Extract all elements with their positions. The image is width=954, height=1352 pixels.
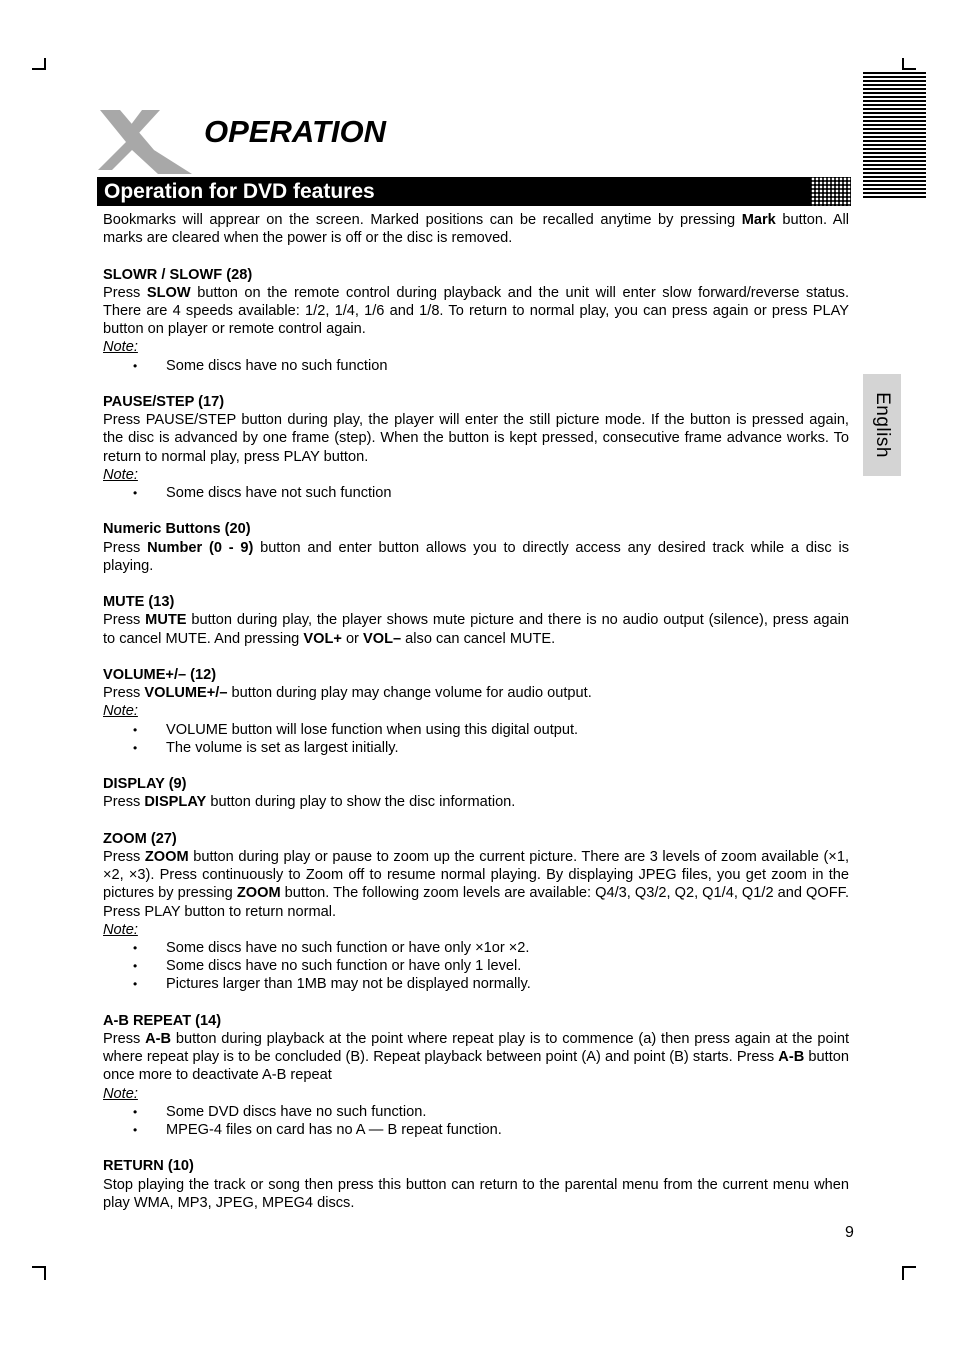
stripe-line: [863, 84, 926, 86]
note-label: Note:: [103, 921, 138, 938]
stripe-line: [863, 188, 926, 190]
bold-term: Mark: [741, 212, 776, 228]
stripe-line: [863, 172, 926, 174]
stripe-line: [863, 100, 926, 102]
brand-x-logo-icon: [96, 104, 196, 176]
section-heading-display: DISPLAY (9): [103, 776, 187, 793]
bold-term: MUTE: [145, 612, 187, 629]
text-run: button and enter button allows you to directly access any desired track while a disc is playing.: [103, 539, 850, 574]
note-label: Note:: [103, 466, 138, 483]
text-run: Press: [103, 685, 145, 702]
note-item: • The volume is set as largest initially.: [103, 739, 849, 757]
note-line: [103, 338, 849, 356]
bold-term: DISPLAY: [144, 794, 207, 811]
stripe-line: [863, 160, 926, 162]
stripe-line: [863, 144, 926, 146]
stripe-line: [863, 164, 926, 166]
bold-term: VOLUME+/–: [144, 685, 228, 702]
text-run: or: [341, 630, 363, 647]
note-list: [103, 484, 849, 502]
page-title: OPERATION: [204, 114, 386, 149]
section-body-display: [103, 793, 849, 811]
note-list: [103, 939, 849, 994]
section-heading-return: RETURN (10): [103, 1158, 194, 1175]
note-item: • Some discs have not such function: [103, 484, 849, 502]
crop-mark-top-left: [32, 68, 46, 70]
text-run: button during play, the player shows mute picture and there is no audio output (silence), press again to cancel MUTE. And pressing: [103, 612, 849, 647]
bold-term: SLOW: [146, 284, 191, 301]
stripe-line: [863, 156, 926, 158]
stripe-line: [863, 148, 926, 150]
stripe-line: [863, 184, 926, 186]
note-line: [103, 702, 849, 720]
note-line: [103, 1085, 849, 1103]
manual-content: [103, 211, 849, 1212]
stripe-line: [863, 96, 926, 98]
text-run: button once more to deactivate A-B repeat: [103, 1049, 849, 1084]
text-run: button. All marks are cleared when the power is off or the disc is removed.: [103, 212, 849, 247]
note-line: [103, 466, 849, 484]
text-run: Press: [103, 1031, 146, 1048]
note-line: [103, 921, 849, 939]
text-run: Press: [103, 849, 145, 865]
text-run: button during play to show the disc information.: [206, 794, 516, 811]
crop-mark-top-right: [902, 68, 916, 70]
note-list: [103, 357, 849, 375]
crop-mark-bottom-left: [44, 1266, 46, 1280]
bold-term: Number (0 - 9): [147, 539, 254, 556]
section-heading-mute: MUTE (13): [103, 594, 175, 611]
stripe-line: [863, 80, 926, 82]
section-heading-zoom: ZOOM (27): [103, 830, 177, 847]
text-run: also can cancel MUTE.: [401, 630, 556, 647]
section-header-bar: [97, 177, 851, 206]
text-run: Press PAUSE/STEP button during play, the player will enter the still picture mode. If the button is pressed again, the disc is advanced by one frame (step). When the button is kept pressed, consecutive frame advance works. To return to normal play, press PLAY button.: [103, 412, 849, 465]
note-item: • Pictures larger than 1MB may not be displayed normally.: [103, 975, 849, 993]
note-item: • Some discs have no such function: [103, 357, 849, 375]
text-run: Press: [103, 612, 146, 629]
text-run: button on the remote control during playback and the unit will enter slow forward/reverse status. There are 4 speeds available: 1/2, 1/4, 1/6 and 1/8. To return to normal play, you can press again or press PLAY button on player or remote control again.: [103, 284, 850, 338]
section-heading-abrepeat: A-B REPEAT (14): [103, 1012, 222, 1029]
note-item: • Some discs have no such function or have only ×1or ×2.: [103, 939, 849, 957]
section-body-return: [103, 1176, 849, 1212]
language-tab: [863, 374, 901, 476]
stripe-line: [863, 196, 926, 198]
text-run: button during play or pause to zoom up the current picture. There are 3 levels of zoom available (×1, ×2, ×3). Press continuously to Zoom off to resume normal playing. By displaying JPEG files, you get zoom in the pictures by pressing: [103, 849, 850, 902]
text-run: Bookmarks will apprear on the screen. Marked positions can be recalled anytime by pressing: [103, 212, 742, 228]
section-body-pause: [103, 411, 849, 466]
note-list: [103, 1103, 849, 1139]
section-body-numeric: [103, 539, 849, 575]
bold-term: VOL+: [303, 630, 342, 647]
intro-paragraph: [103, 211, 849, 247]
section-title: Operation for DVD features: [104, 180, 375, 203]
text-run: button during play may change volume for audio output.: [227, 685, 592, 702]
stripe-line: [863, 192, 926, 194]
stripe-line: [863, 152, 926, 154]
crop-mark-bottom-right: [902, 1266, 916, 1268]
stripe-line: [863, 124, 926, 126]
stripe-line: [863, 176, 926, 178]
note-label: Note:: [103, 703, 138, 720]
decorative-stripes: [863, 72, 926, 200]
stripe-line: [863, 116, 926, 118]
note-item: • Some discs have no such function or have only 1 level.: [103, 957, 849, 975]
stripe-line: [863, 128, 926, 130]
stripe-line: [863, 140, 926, 142]
stripe-line: [863, 132, 926, 134]
section-body-volume: [103, 684, 849, 702]
note-label: Note:: [103, 339, 138, 356]
stripe-line: [863, 104, 926, 106]
note-item: • Some DVD discs have no such function.: [103, 1103, 849, 1121]
stripe-line: [863, 88, 926, 90]
bold-term: ZOOM: [144, 849, 189, 865]
dot-pattern-decoration: [811, 177, 851, 206]
note-list: [103, 721, 849, 757]
section-heading-volume: VOLUME+/– (12): [103, 667, 217, 683]
section-body-slow: [103, 284, 849, 339]
section-heading-numeric: Numeric Buttons (20): [103, 521, 251, 538]
text-run: Press: [103, 284, 147, 301]
stripe-line: [863, 180, 926, 182]
text-run: button. The following zoom levels are available: Q4/3, Q3/2, Q2, Q1/4, Q1/2 and QOFF. Press PLAY button to return normal.: [103, 885, 849, 920]
text-run: Press: [103, 794, 145, 811]
stripe-line: [863, 72, 926, 74]
stripe-line: [863, 76, 926, 78]
stripe-line: [863, 112, 926, 114]
stripe-line: [863, 108, 926, 110]
bold-term: VOL–: [362, 630, 402, 647]
text-run: Press: [103, 539, 148, 556]
crop-mark-bottom-right: [902, 1266, 904, 1280]
stripe-line: [863, 92, 926, 94]
stripe-line: [863, 120, 926, 122]
text-run: Stop playing the track or song then press this button can return to the parental menu from the current menu when play WMA, MP3, JPEG, MPEG4 discs.: [103, 1176, 849, 1211]
section-heading-slow: SLOWR / SLOWF (28): [103, 266, 253, 283]
section-heading-pause: PAUSE/STEP (17): [103, 394, 225, 410]
bold-term: ZOOM: [236, 885, 281, 902]
section-body-abrepeat: [103, 1030, 849, 1085]
stripe-line: [863, 168, 926, 170]
text-run: button during playback at the point where repeat play is to commence (a) then press again at the point where repeat play is to be concluded (B). Repeat playback between point (A) and point (B) starts. Press: [103, 1031, 850, 1066]
note-item: • VOLUME button will lose function when using this digital output.: [103, 721, 849, 739]
bold-term: A-B: [778, 1049, 805, 1066]
stripe-line: [863, 136, 926, 138]
page-number: 9: [845, 1224, 854, 1241]
section-body-zoom: [103, 848, 849, 921]
bold-term: A-B: [145, 1031, 172, 1048]
note-item: • MPEG-4 files on card has no A — B repeat function.: [103, 1121, 849, 1139]
note-label: Note:: [103, 1085, 138, 1102]
section-body-mute: [103, 611, 849, 647]
language-tab-label: English: [872, 392, 894, 458]
